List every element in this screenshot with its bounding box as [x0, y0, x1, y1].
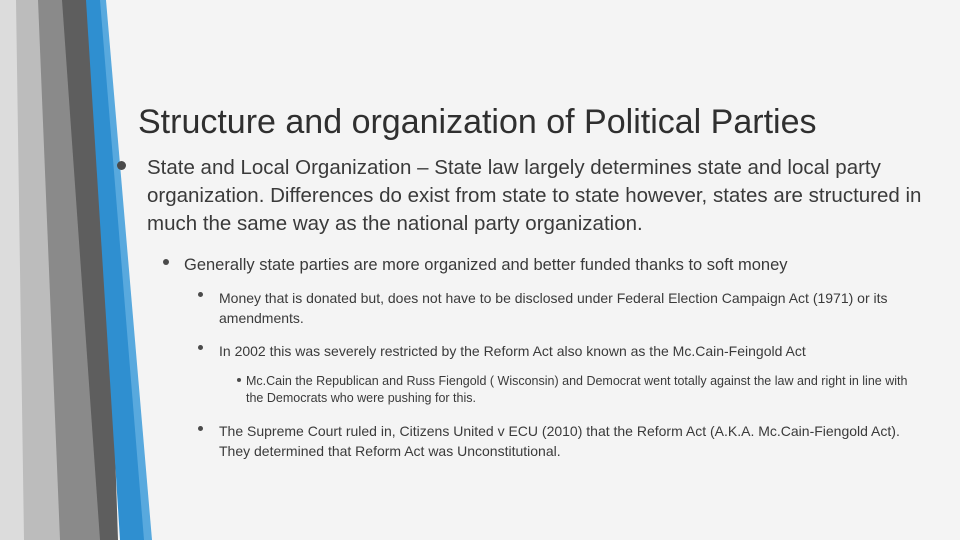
- bullet-dot-icon: [198, 292, 203, 297]
- bullet-dot-icon: [117, 161, 126, 170]
- bullet-text: Money that is donated but, does not have to be disclosed under Federal Election Campaign Act (1971) or its amendments.: [219, 290, 888, 326]
- bullet-dot-icon: [163, 259, 169, 265]
- bullet-text: Generally state parties are more organized and better funded thanks to soft money: [184, 256, 788, 274]
- bullet-dot-icon: [237, 378, 241, 382]
- bullet-dot-icon: [198, 426, 203, 431]
- bullet-dot-icon: [198, 345, 203, 350]
- bullet-text: In 2002 this was severely restricted by the Reform Act also known as the Mc.Cain-Feingold Act: [219, 343, 806, 359]
- bullet-text: Mc.Cain the Republican and Russ Fiengold ( Wisconsin) and Democrat went totally against the law and right in line with the Democrats who were pushing for this.: [246, 374, 908, 405]
- bullet-text: State and Local Organization – State law largely determines state and local party organization. Differences do exist from state to state however, states are structured in much the same way as the national party organization.: [147, 156, 922, 235]
- bullet-text: The Supreme Court ruled in, Citizens United v ECU (2010) that the Reform Act (A.K.A. Mc.Cain-Fiengold Act). They determined that Reform Act was Unconstitutional.: [219, 423, 900, 459]
- slide-title: Structure and organization of Political Parties: [138, 103, 817, 141]
